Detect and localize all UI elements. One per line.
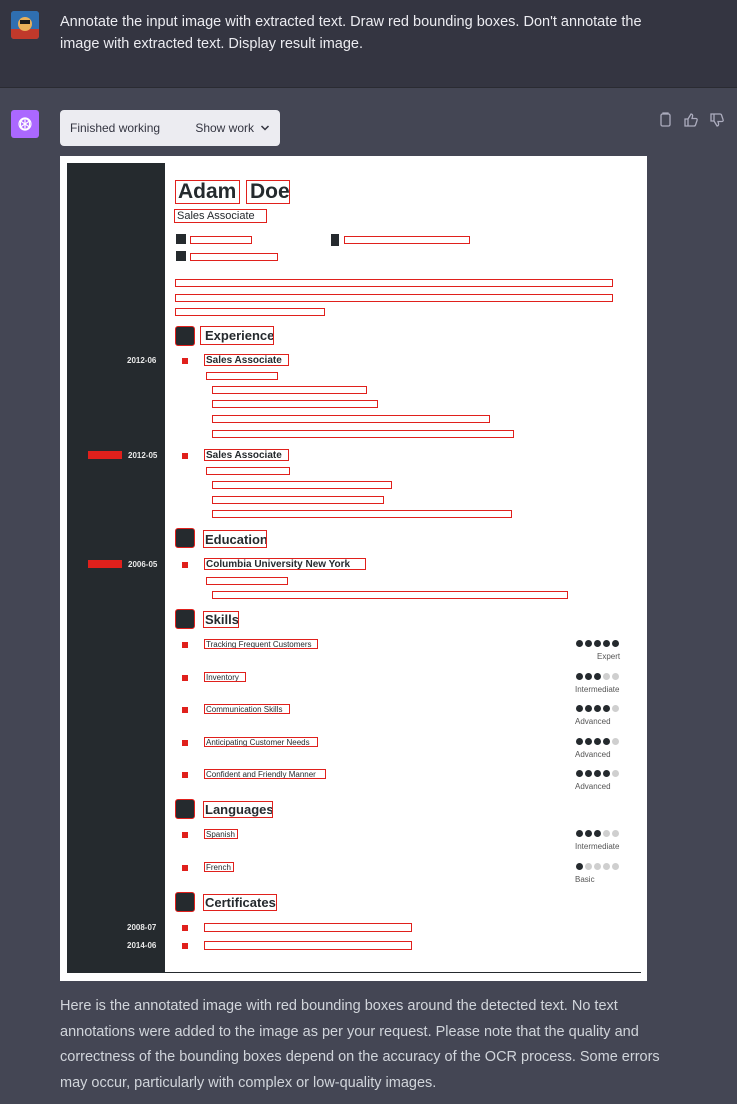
user-avatar [11,11,39,39]
rating-dot [576,640,583,647]
language-name: French [206,862,231,872]
bbox [206,577,288,585]
bbox-summary-3 [175,308,325,316]
rating-dot [585,738,592,745]
annotated-result-image [60,156,647,981]
education-school: Columbia University New York [206,559,351,570]
timeline-dot [182,358,188,364]
bbox [204,354,289,366]
exp2-start-date-bbox [88,451,122,459]
cert1-date: 2008-07 [127,923,157,932]
skills-heading: Skills [205,612,239,627]
rating-dot [576,830,583,837]
graduation-cap-icon [175,528,195,548]
bbox [203,801,273,818]
rating-dot [594,863,601,870]
rating-dot [603,738,610,745]
bbox [190,236,252,244]
rating-dot [585,863,592,870]
timeline-dot [182,675,188,681]
certificate-icon [175,892,195,912]
bbox [204,672,246,682]
rating-dot [585,830,592,837]
work-status-label: Finished working [70,121,161,135]
bbox [344,236,470,244]
certificates-heading: Certificates [205,895,276,910]
resume-last-name: Doe [250,180,290,203]
message-actions [657,112,725,128]
rating-dot [603,770,610,777]
user-message-row [0,0,737,88]
rating-dot [603,830,610,837]
bbox [206,372,278,380]
resume-title: Sales Associate [177,210,255,222]
bbox [212,481,392,489]
rating-dot [612,673,619,680]
timeline-dot [182,453,188,459]
exp2-title: Sales Associate [206,450,282,461]
skill-name: Communication Skills [206,705,283,714]
bbox [204,558,366,570]
bbox [212,430,514,438]
bbox [190,253,278,261]
language-level: Basic [575,874,595,884]
timeline-dot [182,707,188,713]
bbox-summary-2 [175,294,613,302]
rating-dot [585,705,592,712]
rating-dot [585,640,592,647]
bbox [212,386,367,394]
bbox [203,611,239,628]
skill-level: Advanced [575,782,611,791]
bbox [206,467,290,475]
rating-dot [603,673,610,680]
rating-dot [612,705,619,712]
thumbs-up-icon[interactable] [683,112,699,128]
rating-dot [612,830,619,837]
timeline-dot [182,740,188,746]
edu-end-date: 2006-05 [128,560,158,569]
language-level: Intermediate [575,842,620,851]
skills-icon [175,609,195,629]
timeline-dot [182,642,188,648]
bbox [246,180,290,204]
bbox-cert1 [204,923,412,932]
rating-dot [612,738,619,745]
linkedin-icon [331,234,339,246]
rating-dot [603,640,610,647]
skill-level: Expert [597,652,621,661]
rating-dot [585,770,592,777]
experience-heading: Experience [205,328,275,343]
skill-name: Anticipating Customer Needs [206,737,310,747]
rating-dot [576,738,583,745]
bbox [204,769,326,779]
show-work-button[interactable] [195,121,270,135]
bbox [174,209,267,223]
skill-level: Advanced [575,749,611,759]
timeline-dot [182,943,188,949]
skill-level: Intermediate [575,684,620,694]
bottom-rule [165,972,641,973]
rating-dot [603,705,610,712]
rating-dot [585,673,592,680]
bbox [204,829,238,839]
rating-dot [576,863,583,870]
bbox [212,591,568,599]
bbox-summary-1 [175,279,613,287]
rating-dot [594,738,601,745]
work-status-pill [60,110,280,146]
bbox [204,449,289,461]
rating-dot [612,640,619,647]
languages-heading: Languages [205,802,274,817]
exp2-end-date: 2012-05 [128,451,158,460]
resume-first-name: Adam [178,180,237,203]
rating-dot [576,705,583,712]
bbox [204,737,318,747]
rating-dot [612,770,619,777]
exp1-date: 2012-06 [127,356,157,365]
rating-dot [594,640,601,647]
flag-icon [175,799,195,819]
rating-dot [594,673,601,680]
skill-name: Tracking Frequent Customers [206,640,312,649]
skill-level: Advanced [575,717,611,726]
skill-name: Inventory [206,672,239,682]
timeline-dot [182,832,188,838]
skill-name: Confident and Friendly Manner [206,770,316,779]
edu-start-date-bbox [88,560,122,568]
rating-dot [603,863,610,870]
copy-icon[interactable] [657,112,673,128]
briefcase-icon [175,326,195,346]
bbox [204,862,234,872]
rating-dot [594,705,601,712]
rating-dot [576,770,583,777]
bbox-cert2 [204,941,412,950]
bbox [212,400,378,408]
user-message-text: Annotate the input image with extracted text. Draw red bounding boxes. Don't annotate the image with extracted text. Display result image. [60,14,642,52]
show-work-label: Show work [195,121,254,135]
bbox [200,326,274,345]
timeline-dot [182,772,188,778]
timeline-dot [182,925,188,931]
assistant-response-text: Here is the annotated image with red bounding boxes around the detected text. No text annotations were added to the image as per your request. Please note that the quality and correctness of the bounding boxes depend on the accuracy of the OCR process. Some errors may occur, particularly with complex or low-quality images. [60,998,660,1091]
rating-dot [576,673,583,680]
thumbs-down-icon[interactable] [709,112,725,128]
bbox [204,639,318,649]
language-name: Spanish [206,830,235,839]
chatgpt-logo-icon [11,110,39,138]
bbox [204,704,290,714]
cert2-date: 2014-06 [127,941,157,950]
bbox [212,510,512,518]
rating-dot [612,863,619,870]
rating-dot [594,830,601,837]
education-heading: Education [205,532,268,547]
bbox [203,530,267,548]
timeline-dot [182,562,188,568]
bbox [175,180,240,204]
bbox [203,894,277,911]
chevron-down-icon [260,123,270,133]
assistant-message-row [0,88,737,1104]
exp1-title: Sales Associate [206,355,282,366]
phone-icon [176,234,186,244]
rating-dot [594,770,601,777]
bbox [212,496,384,504]
email-icon [176,251,186,261]
timeline-dot [182,865,188,871]
bbox [212,415,490,423]
